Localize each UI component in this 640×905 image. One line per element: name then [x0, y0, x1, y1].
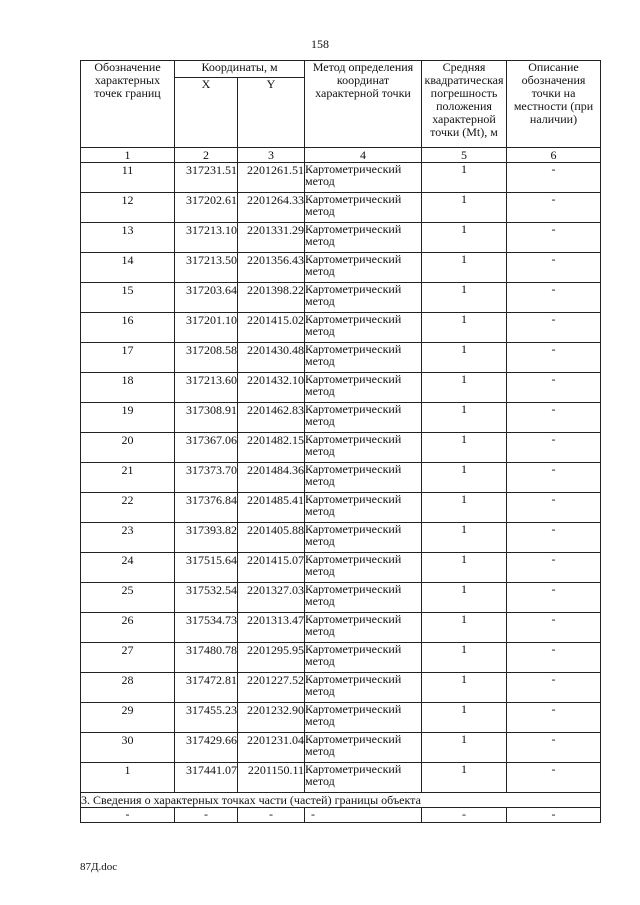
- point-cell: 22: [81, 493, 175, 523]
- y-cell: 2201462.83: [238, 403, 305, 433]
- header-row: [81, 61, 601, 78]
- table-row: [81, 433, 601, 463]
- error-cell: 1: [422, 343, 507, 373]
- column-number: 3: [238, 148, 305, 163]
- column-number: 5: [422, 148, 507, 163]
- y-cell: 2201398.22: [238, 283, 305, 313]
- y-cell: 2201150.11: [238, 763, 305, 793]
- table-row: [81, 373, 601, 403]
- error-cell: 1: [422, 703, 507, 733]
- x-cell: 317376.84: [175, 493, 238, 523]
- point-cell: 24: [81, 553, 175, 583]
- header-y: Y: [238, 78, 305, 148]
- point-cell: 28: [81, 673, 175, 703]
- x-cell: 317202.61: [175, 193, 238, 223]
- error-cell: 1: [422, 193, 507, 223]
- y-cell: 2201485.41: [238, 493, 305, 523]
- table-row: [81, 643, 601, 673]
- header-description: Описание обозначения точки на местности (при наличии): [507, 61, 601, 148]
- point-cell: 27: [81, 643, 175, 673]
- method-cell: Картометрический метод: [305, 283, 422, 313]
- x-cell: 317203.64: [175, 283, 238, 313]
- y-cell: 2201415.07: [238, 553, 305, 583]
- error-cell: 1: [422, 373, 507, 403]
- method-cell: Картометрический метод: [305, 613, 422, 643]
- point-cell: 14: [81, 253, 175, 283]
- x-cell: 317308.91: [175, 403, 238, 433]
- method-cell: Картометрический метод: [305, 463, 422, 493]
- error-cell: 1: [422, 253, 507, 283]
- method-cell: Картометрический метод: [305, 403, 422, 433]
- table-row: [81, 673, 601, 703]
- x-cell: 317208.58: [175, 343, 238, 373]
- y-cell: 2201327.03: [238, 583, 305, 613]
- description-cell: -: [507, 223, 601, 253]
- y-cell: 2201313.47: [238, 613, 305, 643]
- y-cell: 2201331.29: [238, 223, 305, 253]
- empty-cell: -: [238, 808, 305, 823]
- error-cell: 1: [422, 613, 507, 643]
- error-cell: 1: [422, 223, 507, 253]
- description-cell: -: [507, 613, 601, 643]
- method-cell: Картометрический метод: [305, 673, 422, 703]
- method-cell: Картометрический метод: [305, 493, 422, 523]
- error-cell: 1: [422, 463, 507, 493]
- point-cell: 30: [81, 733, 175, 763]
- y-cell: 2201261.51: [238, 163, 305, 193]
- column-number-row: [81, 148, 601, 163]
- point-cell: 25: [81, 583, 175, 613]
- point-cell: 26: [81, 613, 175, 643]
- y-cell: 2201484.36: [238, 463, 305, 493]
- x-cell: 317201.10: [175, 313, 238, 343]
- description-cell: -: [507, 373, 601, 403]
- y-cell: 2201231.04: [238, 733, 305, 763]
- error-cell: 1: [422, 553, 507, 583]
- error-cell: 1: [422, 733, 507, 763]
- x-cell: 317534.73: [175, 613, 238, 643]
- description-cell: -: [507, 253, 601, 283]
- footer-filename: 87Д.doc: [80, 861, 118, 873]
- error-cell: 1: [422, 673, 507, 703]
- description-cell: -: [507, 553, 601, 583]
- x-cell: 317429.66: [175, 733, 238, 763]
- method-cell: Картометрический метод: [305, 553, 422, 583]
- error-cell: 1: [422, 493, 507, 523]
- point-cell: 21: [81, 463, 175, 493]
- description-cell: -: [507, 763, 601, 793]
- table-row: [81, 163, 601, 193]
- point-cell: 1: [81, 763, 175, 793]
- y-cell: 2201405.88: [238, 523, 305, 553]
- method-cell: Картометрический метод: [305, 733, 422, 763]
- table-row: [81, 493, 601, 523]
- method-cell: Картометрический метод: [305, 433, 422, 463]
- error-cell: 1: [422, 583, 507, 613]
- description-cell: -: [507, 673, 601, 703]
- y-cell: 2201232.90: [238, 703, 305, 733]
- y-cell: 2201264.33: [238, 193, 305, 223]
- table-row: [81, 403, 601, 433]
- description-cell: -: [507, 493, 601, 523]
- column-number: 2: [175, 148, 238, 163]
- point-cell: 13: [81, 223, 175, 253]
- description-cell: -: [507, 583, 601, 613]
- x-cell: 317515.64: [175, 553, 238, 583]
- x-cell: 317373.70: [175, 463, 238, 493]
- table-row: [81, 763, 601, 793]
- point-cell: 15: [81, 283, 175, 313]
- x-cell: 317367.06: [175, 433, 238, 463]
- column-number: 4: [305, 148, 422, 163]
- empty-cell: -: [507, 808, 601, 823]
- empty-cell: -: [81, 808, 175, 823]
- method-cell: Картометрический метод: [305, 763, 422, 793]
- table-row: [81, 223, 601, 253]
- table-row: [81, 523, 601, 553]
- description-cell: -: [507, 193, 601, 223]
- header-x: X: [175, 78, 238, 148]
- empty-cell: -: [422, 808, 507, 823]
- method-cell: Картометрический метод: [305, 313, 422, 343]
- error-cell: 1: [422, 163, 507, 193]
- header-point: Обозначение характерных точек границ: [81, 61, 175, 148]
- x-cell: 317480.78: [175, 643, 238, 673]
- header-error: Средняя квадратическая погрешность положения характерной точки (Mt), м: [422, 61, 507, 148]
- y-cell: 2201432.10: [238, 373, 305, 403]
- error-cell: 1: [422, 523, 507, 553]
- table-row: [81, 613, 601, 643]
- x-cell: 317231.51: [175, 163, 238, 193]
- point-cell: 12: [81, 193, 175, 223]
- page-number: 158: [311, 37, 329, 51]
- error-cell: 1: [422, 313, 507, 343]
- method-cell: Картометрический метод: [305, 223, 422, 253]
- method-cell: Картометрический метод: [305, 343, 422, 373]
- description-cell: -: [507, 313, 601, 343]
- table-row: [81, 313, 601, 343]
- header-method: Метод определения координат характерной точки: [305, 61, 422, 148]
- point-cell: 18: [81, 373, 175, 403]
- table-row: [81, 283, 601, 313]
- table-row: [81, 703, 601, 733]
- description-cell: -: [507, 463, 601, 493]
- table-row: [81, 193, 601, 223]
- description-cell: -: [507, 643, 601, 673]
- x-cell: 317441.07: [175, 763, 238, 793]
- y-cell: 2201482.15: [238, 433, 305, 463]
- description-cell: -: [507, 433, 601, 463]
- description-cell: -: [507, 733, 601, 763]
- description-cell: -: [507, 523, 601, 553]
- method-cell: Картометрический метод: [305, 373, 422, 403]
- table-row: [81, 463, 601, 493]
- description-cell: -: [507, 703, 601, 733]
- section-title: 3. Сведения о характерных точках части (частей) границы объекта: [81, 793, 601, 808]
- coordinates-table: [80, 60, 601, 823]
- x-cell: 317472.81: [175, 673, 238, 703]
- description-cell: -: [507, 343, 601, 373]
- table-row: [81, 583, 601, 613]
- point-cell: 19: [81, 403, 175, 433]
- description-cell: -: [507, 403, 601, 433]
- method-cell: Картометрический метод: [305, 193, 422, 223]
- description-cell: -: [507, 283, 601, 313]
- method-cell: Картометрический метод: [305, 643, 422, 673]
- method-cell: Картометрический метод: [305, 253, 422, 283]
- table-row: [81, 553, 601, 583]
- x-cell: 317213.50: [175, 253, 238, 283]
- method-cell: Картометрический метод: [305, 163, 422, 193]
- empty-row: [81, 808, 601, 823]
- y-cell: 2201415.02: [238, 313, 305, 343]
- error-cell: 1: [422, 643, 507, 673]
- column-number: 1: [81, 148, 175, 163]
- table-row: [81, 343, 601, 373]
- point-cell: 16: [81, 313, 175, 343]
- x-cell: 317532.54: [175, 583, 238, 613]
- y-cell: 2201227.52: [238, 673, 305, 703]
- method-cell: Картометрический метод: [305, 703, 422, 733]
- description-cell: -: [507, 163, 601, 193]
- y-cell: 2201295.95: [238, 643, 305, 673]
- point-cell: 23: [81, 523, 175, 553]
- point-cell: 17: [81, 343, 175, 373]
- y-cell: 2201430.48: [238, 343, 305, 373]
- error-cell: 1: [422, 403, 507, 433]
- x-cell: 317455.23: [175, 703, 238, 733]
- header-coordinates: Координаты, м: [175, 61, 305, 78]
- point-cell: 20: [81, 433, 175, 463]
- x-cell: 317213.60: [175, 373, 238, 403]
- error-cell: 1: [422, 433, 507, 463]
- empty-cell: -: [305, 808, 422, 823]
- method-cell: Картометрический метод: [305, 523, 422, 553]
- error-cell: 1: [422, 283, 507, 313]
- point-cell: 29: [81, 703, 175, 733]
- section-row: [81, 793, 601, 808]
- x-cell: 317393.82: [175, 523, 238, 553]
- table-row: [81, 733, 601, 763]
- y-cell: 2201356.43: [238, 253, 305, 283]
- x-cell: 317213.10: [175, 223, 238, 253]
- point-cell: 11: [81, 163, 175, 193]
- column-number: 6: [507, 148, 601, 163]
- table-row: [81, 253, 601, 283]
- method-cell: Картометрический метод: [305, 583, 422, 613]
- error-cell: 1: [422, 763, 507, 793]
- empty-cell: -: [175, 808, 238, 823]
